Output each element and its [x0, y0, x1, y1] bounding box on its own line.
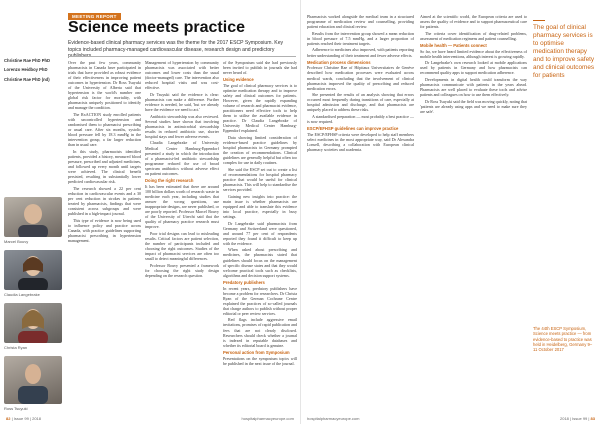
author-name: Christine Rae PhD (nd) — [4, 76, 50, 82]
paragraph: Data showing limited consideration of evidence-based practice guidelines by hospital pharmacists in Germany prompted the creation of recommendations. Clinical guidelines are generally helpful but often too complex for use in daily routines. — [223, 135, 297, 166]
photo-caption: Claudia Langebrake — [4, 292, 40, 297]
speaker-photo — [4, 197, 62, 237]
pull-quote-bar — [533, 20, 545, 21]
page-number: 83 — [590, 416, 595, 421]
paragraph: Dr Ross Tsuyuki said the field was moving quickly, noting that 'patients are already using apps and we need to make sure they are safe'. — [420, 98, 527, 114]
person-icon — [4, 303, 62, 343]
issue-label: Issue 99 | 2018 — [13, 416, 41, 421]
article-column-4 — [307, 14, 414, 410]
author-name: Christine Rae PhD PhD — [4, 58, 51, 63]
page-number: 82 — [6, 416, 11, 421]
paragraph: Poor trial designs can lead to misleading results. Critical factors are patient selection, the number of participants included and choosing the right outcomes. Studies of the impact of pharmacist services are often too small to detect meaningful differences. — [145, 230, 219, 261]
paragraph: The ESCP/EFHSP criteria were developed to help staff members select medicines in the most appropriate way, said Dr Alexandra Lonsell, describing a collaboration with European clinical pharmacy societies and academia. — [307, 131, 414, 153]
paragraph: She presented the results of an analysis showing that errors occurred most frequently during transitions of care, especially at hospital admission and discharge, and that pharmacists are uniquely placed to address these risks. — [307, 92, 414, 113]
paragraph: The goal of clinical pharmacy services is to optimise medication therapy and to improve safety and clinical outcomes for patients. However, given the rapidly expanding volume of research and pharmacist evidence, practitioners need effective tools to help them to utilise the available evidence in practice. Dr Claudia Langebrake of University Medical Center Hamburg-Eppendorf explained. — [223, 82, 297, 134]
pull-quote-text: The goal of clinical pharmacy services is to optimise medication therapy and to improve safety and clinical outcomes for patients — [533, 24, 595, 80]
subheading: Doing the right research — [145, 177, 194, 183]
page-footer: hospitalpharmacyeurope.com 2018 | Issue 99 | 83 — [307, 416, 595, 421]
speaker-photo — [4, 356, 62, 404]
subheading: Personal action from Symposium — [223, 349, 290, 355]
site-url: hospitalpharmacyeurope.com — [241, 416, 294, 421]
subheading: Medication process dimensions — [307, 59, 371, 65]
right-page — [300, 0, 600, 424]
article-headline: Science meets practice — [68, 19, 245, 36]
article-column-3 — [223, 60, 297, 414]
site-url: hospitalpharmacyeurope.com — [307, 416, 360, 421]
paragraph: Dr Tsuyuki said the evidence is clear: pharmacists can make a difference. Further evidence is needed, he said, 'but we already have the evidence we need to act.' — [145, 91, 219, 113]
subheading: Using evidence — [223, 77, 254, 83]
subheading: Mobile health — Patients connect — [420, 42, 487, 48]
paragraph: Red flags include aggressive email invitations, promises of rapid publication and fees that are not clearly disclosed. Researchers should check whether a journal is indexed in reputable databases and whether its editorial board is genuine. — [223, 317, 297, 348]
speaker-photo — [4, 303, 62, 343]
paragraph: Over the past few years, community pharmacists in Canada have participated in trials that have provided as robust evidence of their effectiveness in improving patient outcomes in hypertension. Dr Ross Tsuyuki of the University of Alberta said that hypertension is the world's number one global risk factor for mortality, with pharmacists uniquely positioned to identify and manage the condition. — [68, 60, 141, 111]
paragraph: She said the ESCP set out to create a list of recommendations for hospital pharmacy practice that would be useful for clinical pharmacists. This will help to standardise the services provided. — [223, 166, 297, 193]
paragraph: In this study, pharmacists identified patients, provided a history, measured blood pressure, prescribed and adjusted medicines, and followed up every month until targets were achieved. The clinical benefit persisted, resulting in substantially lower predicted cardiovascular risk. — [68, 148, 141, 185]
person-icon — [4, 356, 62, 404]
paragraph: It has been estimated that there are around 100 billion dollars worth of research waste in medicine each year, including studies that answer the wrong questions, use inappropriate designs, are never published, or are poorly reported. Professor Marcel Bouvy of the University of Utrecht said that the quality of pharmacy practice research must improve. — [145, 183, 219, 230]
paragraph: The RxACTION study enrolled patients with uncontrolled hypertension and randomised them to pharmacist prescribing or usual care. After six months, systolic blood pressure fell by 18.3 mmHg in the intervention group, a far larger reduction than in usual care. — [68, 112, 141, 148]
article-column-2 — [145, 60, 219, 414]
paragraph: Aimed at the scientific world, the European criteria are used to assess the quality of evidence and to support pharmaceutical care for patients. — [420, 14, 527, 30]
author-name: Lorenzo Heidboy PhD — [4, 67, 48, 73]
paragraph: of the Symposium said she had previously been invited to publish in journals she had never heard of. — [223, 60, 297, 76]
author-block — [4, 58, 62, 83]
page-footer: 82 | Issue 99 | 2018 hospitalpharmacyeurope.com — [6, 416, 294, 421]
person-icon — [4, 197, 62, 237]
paragraph: Pharmacists worked alongside the medical team in a structured programme of medication review and counselling, providing patient education and clinical review. — [307, 14, 414, 30]
photo-caption: Marcel Bouvy — [4, 239, 29, 244]
paragraph: Management of hypertension by community pharmacists was associated with better outcomes and lower costs than the usual (doctor-managed) care. The intervention also reduced hospital visits and was cost-effective. — [145, 60, 219, 91]
paragraph: This type of evidence is now being used to influence policy and practice across Canada, with practice guidelines supporting pharmacist prescribing in hypertension management. — [68, 217, 141, 243]
paragraph: Results from the intervention group showed a mean reduction in blood pressure of 7.5 mmHg, and a larger proportion of patients reached their treatment targets. — [307, 30, 414, 46]
paragraph: Antibiotic stewardship was also reviewed. Several studies have shown that involving pharmacists in antimicrobial stewardship results in reduced antibiotic use, shorter hospital stays and fewer adverse events. — [145, 113, 219, 139]
subheading: Predatory publishers — [223, 279, 265, 285]
paragraph: In recent years, predatory publishers have become a problem for researchers. Dr Christa Ryan of the German Cochrane Centre explained the practices of so-called journals that charge authors to publish without proper editorial or peer review services. — [223, 285, 297, 316]
paragraph: Developments in digital health could transform the way pharmacists communicate with patients in the years ahead. Pharmacists are well placed to evaluate these tools and advise patients and colleagues on how to use them effectively. — [420, 77, 527, 98]
image-caption-text: The 44th ESCP Symposium, Science meets practice — from evidence-based to practice was held in Heidelberg, Germany 9–11 October 2017 — [533, 326, 593, 353]
photo-caption: Christa Ryan — [4, 345, 28, 350]
header-divider — [68, 56, 296, 57]
paragraph: When asked about prescribing and medicines, the pharmacists stated that guidelines should focus on the management of specific disease states and that they would welcome practical tools such as checklists, algorithms and decision support systems. — [223, 247, 297, 278]
pull-quote — [533, 20, 596, 80]
paragraph: A standardised preparation — most probably a best practice — is now required. — [307, 114, 414, 125]
paragraph: The criteria cover identification of drug-related problems, assessment of medication regimens and patient counselling. — [420, 30, 527, 41]
speaker-photo — [4, 250, 62, 290]
paragraph: Gaining new insights into practice: the main issue is whether pharmacists are equipped and able to translate this evidence into local practice, especially in busy settings. — [223, 193, 297, 219]
subheading: ESCP/EFHSP guidelines can improve practice — [307, 126, 399, 132]
paragraph: Dr Langebrake's own research looked at mobile applications used by patients in Germany and how pharmacists can recommend quality apps to support medication adherence. — [420, 60, 527, 76]
paragraph: Presentations on the symposium topics will be published in the next issue of the journal. — [223, 355, 297, 366]
paragraph: Professor Bouvy presented a framework for choosing the right study design depending on the research question. — [145, 262, 219, 278]
paragraph: Adherence to medicines also improved, with patients reporting better understanding of their treatment and fewer adverse effects. — [307, 47, 414, 58]
person-icon — [4, 250, 62, 290]
image-caption — [533, 326, 595, 352]
section-badge: MEETING REPORT — [68, 13, 121, 20]
issue-label: 2018 | Issue 99 — [560, 416, 588, 421]
photo-caption: Ross Tsuyuki — [4, 406, 28, 411]
article-standfirst: Evidence-based clinical pharmacy services was the theme for the 2017 ESCP Symposium. Key topics included pharmacy-managed cardiovascular disease, research design and predictory publishers — [68, 40, 284, 60]
paragraph: Claudia Langebrake of University Medical Center Hamburg-Eppendorf presented a study in which the introduction of a pharmacist-led antibiotic stewardship programme reduced the use of broad spectrum antibiotics without adverse effect on patient outcomes. — [145, 140, 219, 176]
article-column-1 — [68, 60, 141, 414]
paragraph: Professor Christine Rae of Hôpitaux Universitaires de Genève described how medication processes were evaluated across medical wards, concluding that the involvement of clinical pharmacists improved the quality of prescribing and reduced medication errors. — [307, 65, 414, 91]
paragraph: The research showed a 22 per cent reduction in cardiovascular events and a 30 per cent reduction in strokes in patients treated by pharmacists, findings that were consistent across subgroups and were published in a high-impact journal. — [68, 185, 141, 217]
paragraph: So far, we have heard limited evidence about the effectiveness of mobile health interventions, although interest is growing rapidly. — [420, 48, 527, 59]
article-column-5 — [420, 14, 527, 410]
paragraph: Dr Langebrake said pharmacists from Germany and Switzerland were questioned, and around 77 per cent of respondents reported they found it difficult to keep up with the evidence. — [223, 220, 297, 246]
